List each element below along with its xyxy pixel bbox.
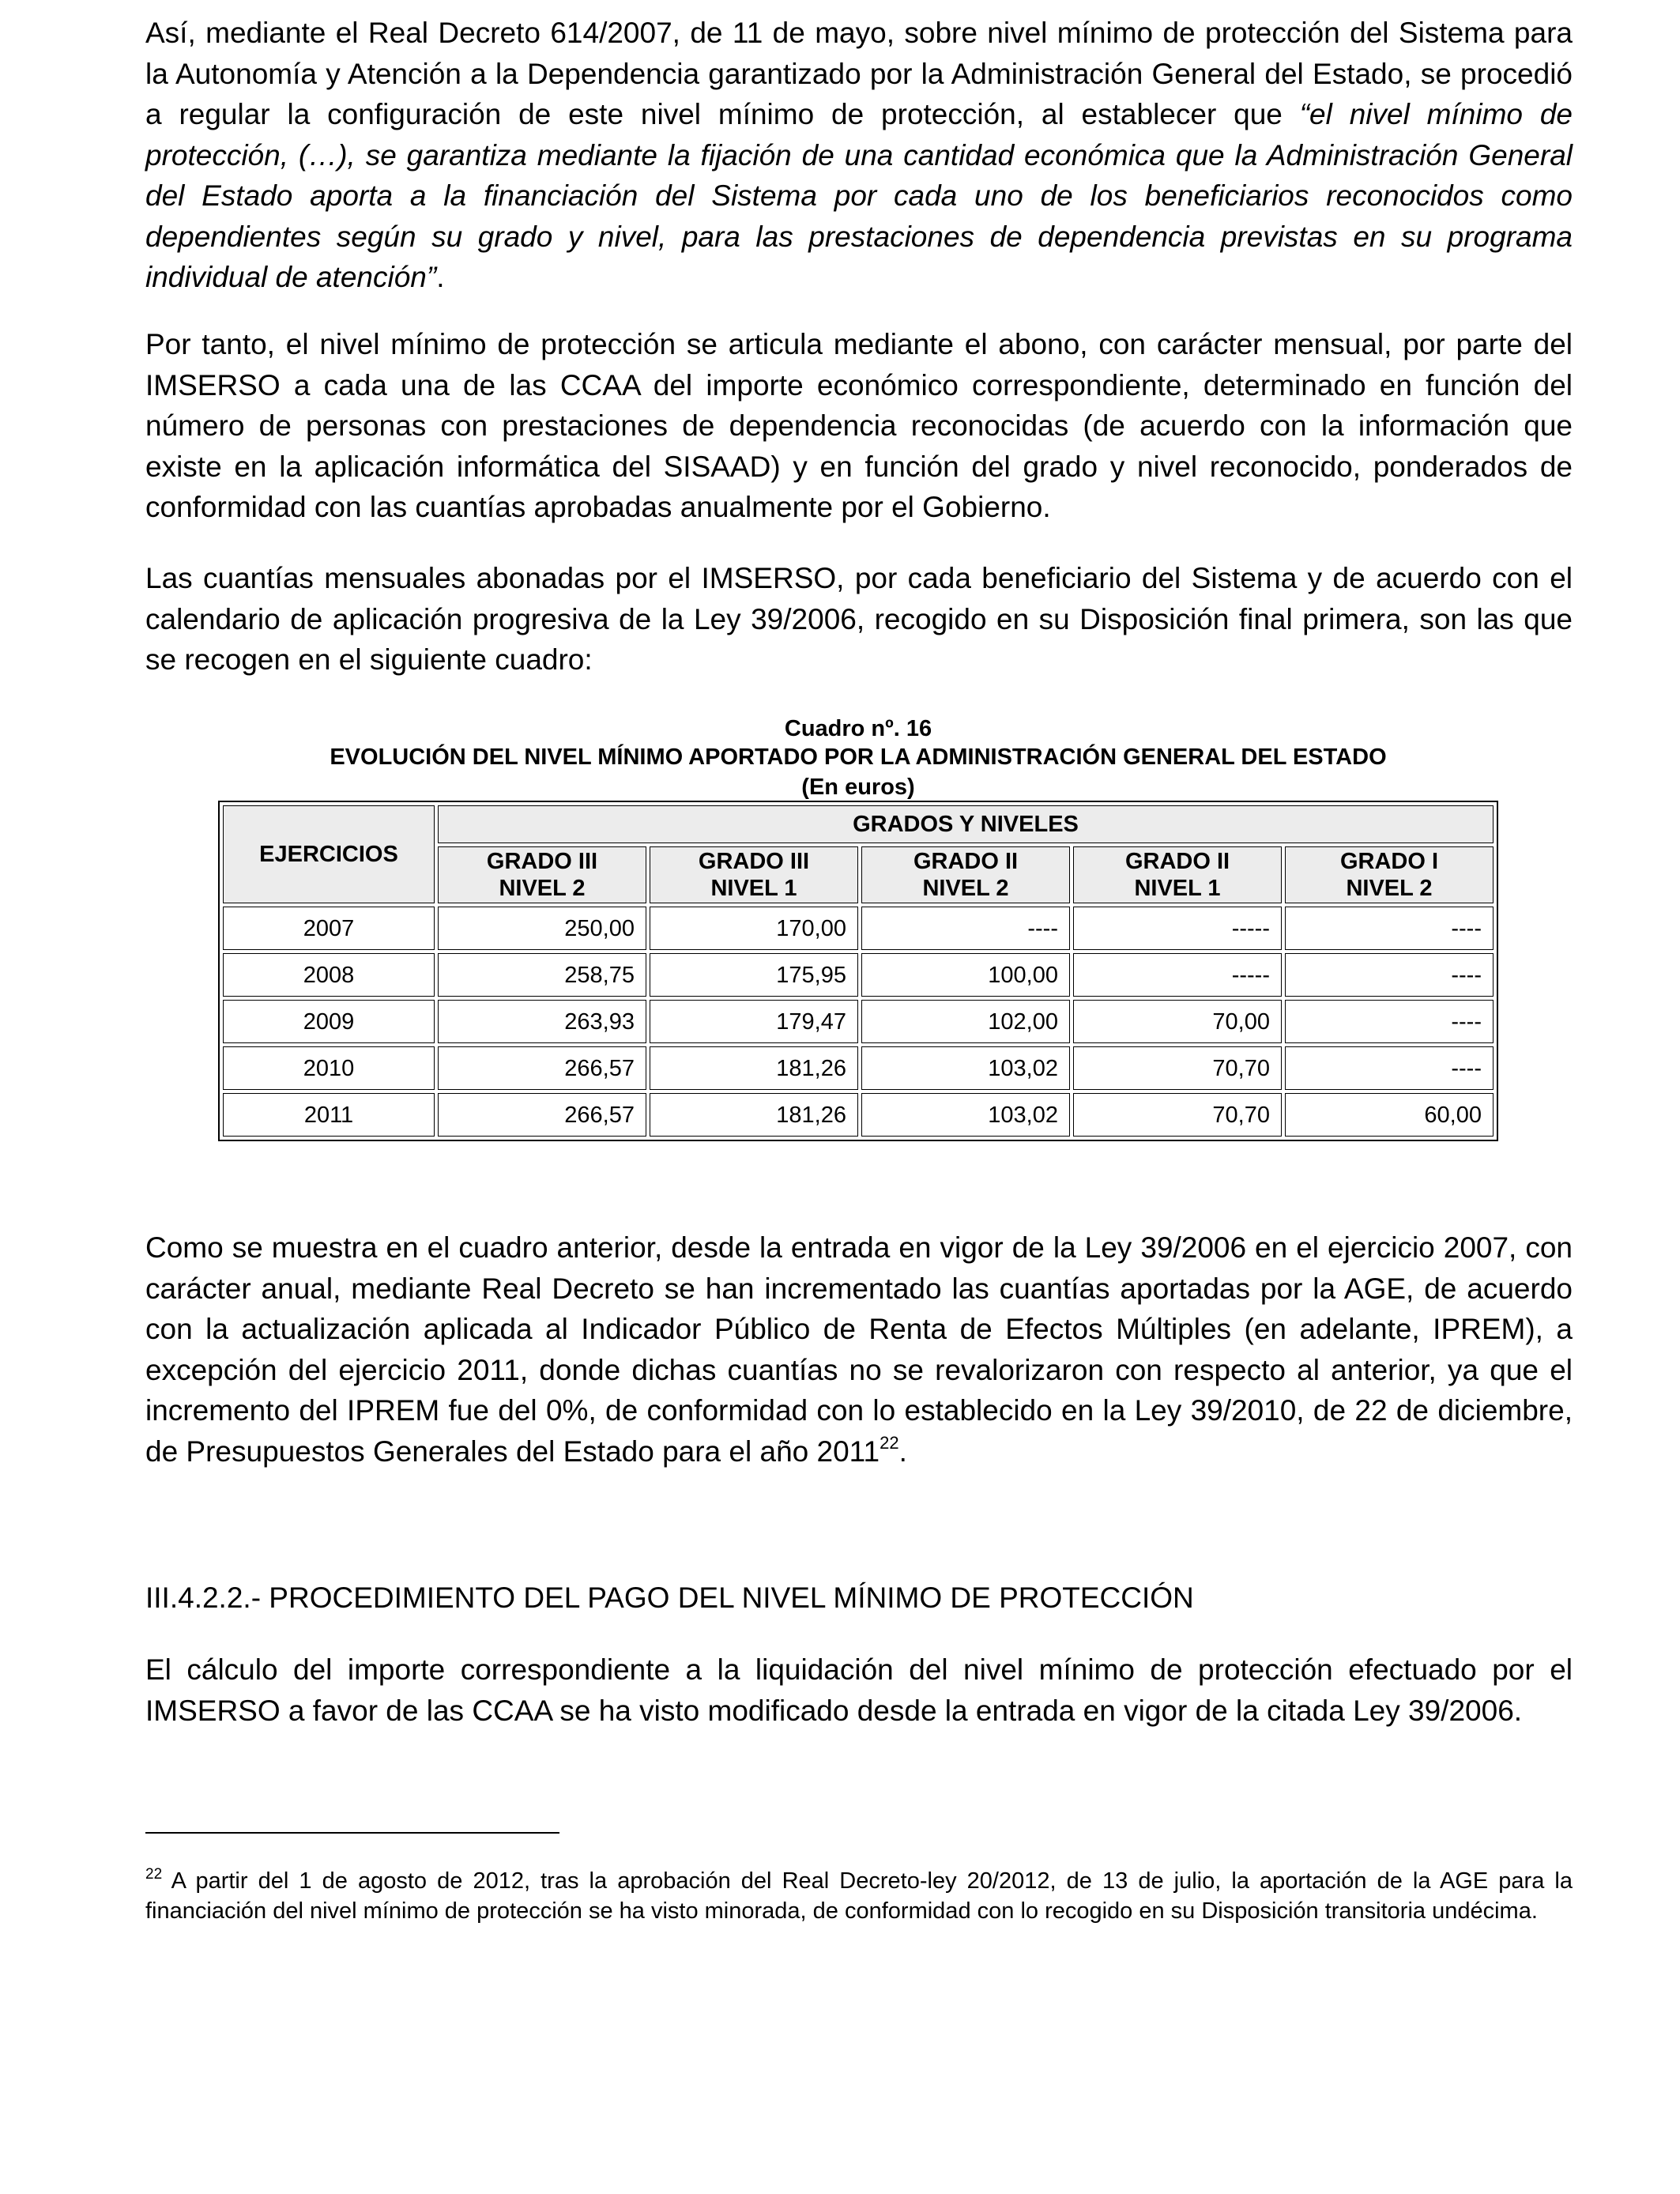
- value-cell: 181,26: [650, 1093, 858, 1137]
- paragraph-como-se-muestra: [145, 1227, 1573, 1472]
- column-header-line1: GRADO I: [1339, 849, 1439, 874]
- value-cell: 60,00: [1285, 1093, 1494, 1137]
- column-header: [1285, 846, 1494, 903]
- table-caption-number: Cuadro nº. 16: [784, 716, 932, 741]
- value-cell: 175,95: [650, 953, 858, 997]
- value-cell: ----: [1285, 1000, 1494, 1043]
- column-header-line1: GRADO II: [913, 849, 1019, 874]
- column-header-line2: NIVEL 2: [499, 876, 586, 901]
- value-cell: -----: [1073, 953, 1282, 997]
- column-header-line2: NIVEL 1: [710, 876, 797, 901]
- column-header-line1: GRADO III: [486, 849, 598, 874]
- table-row: [223, 1000, 1494, 1043]
- value-cell: 263,93: [438, 1000, 646, 1043]
- table-row: [223, 1093, 1494, 1137]
- value-cell: 258,75: [438, 953, 646, 997]
- table-caption-units: (En euros): [801, 775, 915, 800]
- value-cell: 181,26: [650, 1046, 858, 1090]
- column-header-line1: GRADO III: [698, 849, 810, 874]
- paragraph-cuantias: Las cuantías mensuales abonadas por el IMSERSO, por cada beneficiario del Sistema y de acuerdo con el calendario de aplicación progresiva de la Ley 39/2006, recogido en su Disposición final primera, son las que se recogen en el siguiente cuadro:: [145, 562, 1573, 676]
- paragraph-end: .: [436, 261, 445, 293]
- column-header: [1073, 846, 1282, 903]
- paragraph-text: Así, mediante el Real Decreto 614/2007, de 11 de mayo, sobre nivel mínimo de protección del Sistema para la Autonomía y Atención a la Dependencia garantizado por la Administración General del Estado, se procedió a regular la configuración de este nivel mínimo de protección, al establecer que: [145, 17, 1573, 130]
- year-cell: 2010: [223, 1046, 435, 1090]
- quoted-text: “el nivel mínimo de protección, (…), se garantiza mediante la fijación de una cantidad económica que la Administración General del Estado aporta a la financiación del Sistema por cada uno de los beneficiarios reconocidos como dependientes según su grado y nivel, para las prestaciones de dependencia previstas en su programa individual de atención”: [145, 98, 1573, 293]
- footnote-text: A partir del 1 de agosto de 2012, tras la aprobación del Real Decreto-ley 20/2012, de 13 de julio, la aportación de la AGE para la financiación del nivel mínimo de protección se ha visto minorada, de conformidad con lo recogido en su Disposición transitoria undécima.: [145, 1868, 1573, 1924]
- value-cell: ----: [1285, 953, 1494, 997]
- footnote-number: 22: [145, 1866, 163, 1883]
- value-cell: 179,47: [650, 1000, 858, 1043]
- footnote: [145, 1866, 1573, 1926]
- table-row: [223, 907, 1494, 950]
- header-ejercicios: EJERCICIOS: [223, 805, 435, 903]
- column-header: [650, 846, 858, 903]
- value-cell: 70,00: [1073, 1000, 1282, 1043]
- paragraph-text: Como se muestra en el cuadro anterior, desde la entrada en vigor de la Ley 39/2006 en el ejercicio 2007, con carácter anual, mediante Real Decreto se han incrementado las cuantías aportadas por la AGE, de acuerdo con la actualización aplicada al Indicador Público de Renta de Efectos Múltiples (en adelante, IPREM), a excepción del ejercicio 2011, donde dichas cuantías no se revalorizaron con respecto al anterior, ya que el incremento del IPREM fue del 0%, de conformidad con lo establecido en la Ley 39/2010, de 22 de diciembre, de Presupuestos Generales del Estado para el año 2011: [145, 1231, 1573, 1468]
- value-cell: 103,02: [861, 1093, 1070, 1137]
- value-cell: 70,70: [1073, 1046, 1282, 1090]
- value-cell: ----: [1285, 907, 1494, 950]
- section-heading: III.4.2.2.- PROCEDIMIENTO DEL PAGO DEL NIVEL MÍNIMO DE PROTECCIÓN: [145, 1581, 1194, 1614]
- header-grados-niveles: GRADOS Y NIVELES: [438, 805, 1494, 843]
- value-cell: 70,70: [1073, 1093, 1282, 1137]
- value-cell: 100,00: [861, 953, 1070, 997]
- year-cell: 2011: [223, 1093, 435, 1137]
- year-cell: 2007: [223, 907, 435, 950]
- nivel-minimo-table: [218, 801, 1498, 1141]
- table-caption-title: EVOLUCIÓN DEL NIVEL MÍNIMO APORTADO POR LA ADMINISTRACIÓN GENERAL DEL ESTADO: [330, 745, 1387, 770]
- table-body: [223, 907, 1494, 1137]
- year-cell: 2008: [223, 953, 435, 997]
- column-header-line2: NIVEL 2: [1346, 876, 1433, 901]
- paragraph-abono-mensual: Por tanto, el nivel mínimo de protección se articula mediante el abono, con carácter mensual, por parte del IMSERSO a cada una de las CCAA del importe económico correspondiente, determinado en función del número de personas con prestaciones de dependencia reconocidas (de acuerdo con la información que existe en la aplicación informática del SISAAD) y en función del grado y nivel reconocido, ponderados de conformidad con las cuantías aprobadas anualmente por el Gobierno.: [145, 328, 1573, 523]
- value-cell: 266,57: [438, 1046, 646, 1090]
- paragraph-calculo-importe: El cálculo del importe correspondiente a la liquidación del nivel mínimo de protección efectuado por el IMSERSO a favor de las CCAA se ha visto modificado desde la entrada en vigor de la citada Ley 39/2006.: [145, 1653, 1573, 1727]
- footnote-divider: [145, 1832, 559, 1834]
- column-header: [861, 846, 1070, 903]
- table-row: [223, 1046, 1494, 1090]
- value-cell: 103,02: [861, 1046, 1070, 1090]
- paragraph-real-decreto: [145, 13, 1573, 298]
- table-row: [223, 953, 1494, 997]
- value-cell: 102,00: [861, 1000, 1070, 1043]
- value-cell: ----: [1285, 1046, 1494, 1090]
- column-header-line2: NIVEL 2: [922, 876, 1009, 901]
- value-cell: 266,57: [438, 1093, 646, 1137]
- value-cell: 170,00: [650, 907, 858, 950]
- column-header-line1: GRADO II: [1124, 849, 1230, 874]
- value-cell: -----: [1073, 907, 1282, 950]
- paragraph-end: .: [898, 1434, 907, 1468]
- year-cell: 2009: [223, 1000, 435, 1043]
- footnote-reference[interactable]: 22: [880, 1432, 899, 1453]
- column-header: [438, 846, 646, 903]
- value-cell: ----: [861, 907, 1070, 950]
- column-header-line2: NIVEL 1: [1134, 876, 1221, 901]
- value-cell: 250,00: [438, 907, 646, 950]
